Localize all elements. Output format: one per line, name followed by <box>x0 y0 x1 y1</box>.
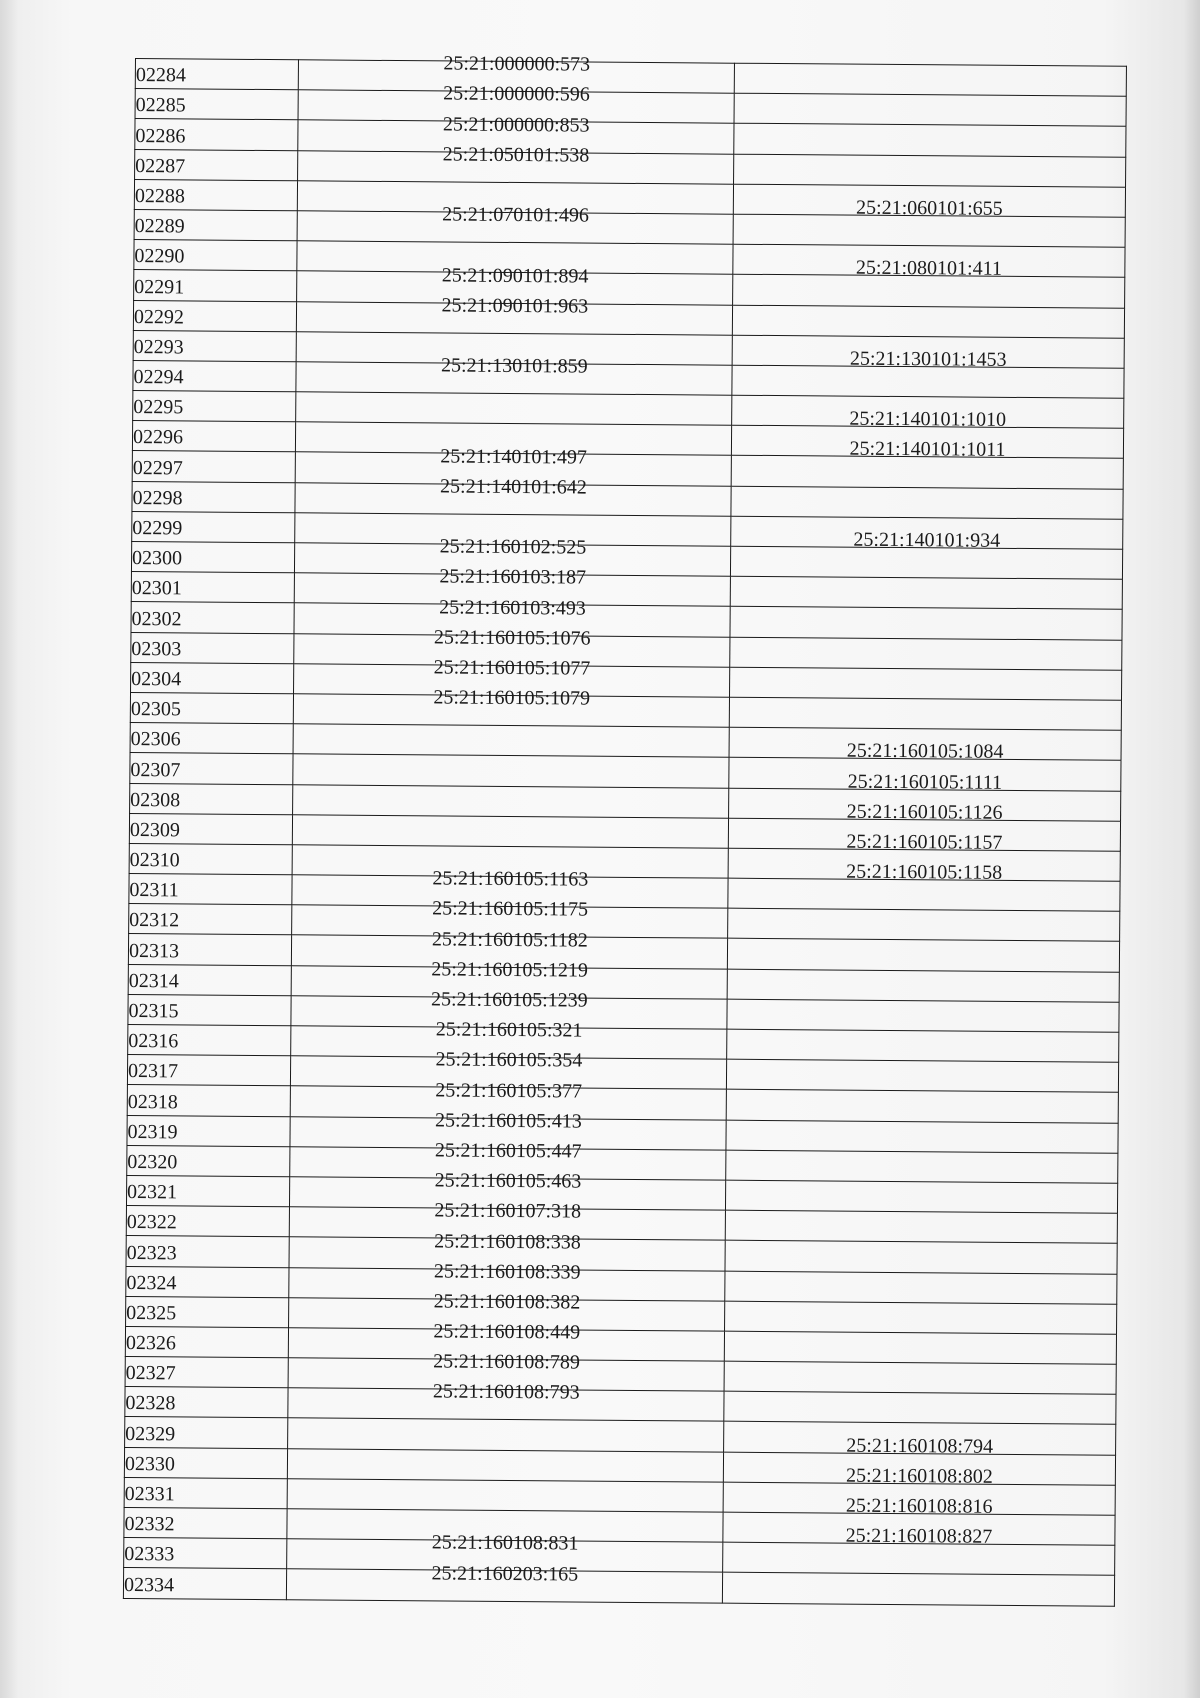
cadastral-number-cell-1-text: 25:21:160108:338 <box>434 1229 581 1254</box>
cadastral-number-cell-2-text: 25:21:140101:934 <box>853 528 1001 552</box>
row-number-cell-text: 02295 <box>133 396 184 419</box>
row-number-cell <box>124 1507 288 1538</box>
cadastral-number-cell-1-text: 25:21:160107:318 <box>434 1199 582 1223</box>
row-number-cell <box>129 874 293 905</box>
row-number-cell <box>124 1538 288 1569</box>
table-body <box>123 52 1126 1606</box>
row-number-cell-text: 02316 <box>128 1030 179 1053</box>
cadastral-number-cell-2-text: 25:21:160105:1111 <box>847 770 1003 794</box>
row-number-cell-text: 02328 <box>125 1392 176 1415</box>
row-number-cell-text: 02290 <box>134 245 185 268</box>
row-number-cell-text: 02311 <box>129 879 179 902</box>
cadastral-number-cell-1-text: 25:21:090101:894 <box>441 263 589 288</box>
cadastral-number-cell-1-text: 25:21:160105:321 <box>435 1018 583 1042</box>
row-number-cell <box>135 59 299 90</box>
cadastral-number-cell-2 <box>730 576 1122 609</box>
row-number-cell <box>131 572 295 603</box>
row-number-cell-text: 02332 <box>124 1513 175 1536</box>
cadastral-number-cell-2-text: 25:21:160105:1126 <box>846 800 1003 824</box>
cadastral-number-cell-1-text: 25:21:000000:596 <box>443 82 590 106</box>
row-number-cell-text: 02294 <box>133 366 184 389</box>
row-number-cell <box>125 1326 289 1357</box>
row-number-cell <box>130 692 294 723</box>
cadastral-number-cell-2 <box>727 999 1119 1032</box>
cadastral-number-cell-2 <box>723 1542 1115 1575</box>
row-number-cell-text: 02301 <box>131 577 182 600</box>
row-number-cell-text: 02303 <box>131 637 182 661</box>
cadastral-number-cell-1-text: 25:21:160108:339 <box>433 1260 581 1284</box>
row-number-cell-text: 02284 <box>135 64 186 87</box>
row-number-cell-text: 02320 <box>127 1150 178 1174</box>
cadastral-number-cell-1-text: 25:21:130101:859 <box>440 354 588 378</box>
row-number-cell <box>131 541 295 572</box>
cadastral-number-cell-2 <box>724 1391 1116 1424</box>
cadastral-number-cell-2 <box>732 395 1124 432</box>
row-number-cell-text: 02309 <box>129 818 181 842</box>
row-number-cell <box>134 240 298 271</box>
row-number-cell <box>128 994 292 1025</box>
cadastral-number-cell-2 <box>733 275 1125 308</box>
cadastral-number-cell-1 <box>293 814 729 848</box>
cadastral-number-cell-1-text: 25:21:160105:354 <box>435 1048 583 1072</box>
row-number-cell-text: 02299 <box>132 516 183 540</box>
cadastral-number-cell-2 <box>725 1210 1117 1243</box>
cadastral-number-cell-2 <box>725 1301 1117 1334</box>
row-number-cell-text: 02319 <box>127 1120 178 1144</box>
row-number-cell-text: 02287 <box>135 154 186 178</box>
cadastral-number-cell-2-text: 25:21:160105:1157 <box>846 830 1003 854</box>
cadastral-number-cell-2 <box>731 456 1123 489</box>
row-number-cell <box>123 1568 287 1599</box>
row-number-cell <box>131 632 295 663</box>
row-number-cell <box>132 421 296 452</box>
cadastral-number-cell-2 <box>734 63 1126 96</box>
row-number-cell <box>125 1417 289 1448</box>
row-number-cell-text: 02306 <box>130 728 181 751</box>
table-row <box>123 1568 1114 1606</box>
row-number-cell-text: 02329 <box>125 1422 176 1445</box>
cadastral-number-cell-2-text: 25:21:080101:411 <box>855 256 1002 281</box>
cadastral-number-cell-2-text: 25:21:160105:1158 <box>846 860 1003 884</box>
row-number-cell-text: 02326 <box>125 1332 176 1355</box>
cadastral-number-cell-1 <box>287 1561 723 1603</box>
cadastral-number-cell-2 <box>726 1180 1118 1213</box>
row-number-cell <box>127 1055 291 1086</box>
cadastral-number-cell-2-text: 25:21:160108:816 <box>845 1494 993 1518</box>
row-number-cell <box>126 1236 290 1267</box>
cadastral-number-cell-1-text: 25:21:160108:382 <box>433 1290 581 1314</box>
cadastral-number-cell-1-text: 25:21:160105:1079 <box>433 686 591 710</box>
row-number-cell <box>131 602 295 633</box>
cadastral-number-cell-2 <box>729 697 1121 730</box>
cadastral-number-cell-1 <box>298 143 734 184</box>
cadastral-number-cell-1-text: 25:21:000000:573 <box>443 52 591 76</box>
row-number-cell-text: 02302 <box>131 607 182 630</box>
row-number-cell <box>127 1085 291 1116</box>
cadastral-number-cell-2 <box>727 1029 1119 1062</box>
row-number-cell-text: 02297 <box>132 456 183 480</box>
cadastral-number-cell-1-text: 25:21:160105:1219 <box>431 958 589 982</box>
cadastral-number-cell-2 <box>726 1150 1118 1183</box>
row-number-cell <box>126 1206 290 1237</box>
cadastral-number-cell-2 <box>729 727 1121 764</box>
row-number-cell-text: 02331 <box>124 1482 175 1506</box>
row-number-cell-text: 02325 <box>126 1301 177 1325</box>
cadastral-number-cell-2 <box>732 305 1124 338</box>
row-number-cell-text: 02298 <box>132 486 183 510</box>
cadastral-number-cell-1 <box>294 686 730 728</box>
cadastral-number-cell-2 <box>734 154 1126 187</box>
cadastral-number-cell-1-text: 25:21:160102:525 <box>439 535 587 559</box>
row-number-cell-text: 02330 <box>124 1452 176 1476</box>
row-number-cell-text: 02333 <box>124 1543 175 1566</box>
cadastral-number-cell-2 <box>732 425 1124 462</box>
cadastral-number-cell-2 <box>726 1090 1118 1123</box>
cadastral-number-cell-1-text: 25:21:160108:793 <box>432 1380 580 1404</box>
cadastral-number-cell-2 <box>731 516 1123 552</box>
cadastral-number-cell-2-text: 25:21:130101:1453 <box>849 347 1007 371</box>
cadastral-number-cell-1 <box>293 754 729 788</box>
row-number-cell <box>130 753 294 784</box>
row-number-cell-text: 02318 <box>127 1090 178 1113</box>
row-number-cell <box>132 451 296 482</box>
cadastral-number-cell-2 <box>724 1422 1116 1458</box>
row-number-cell-text: 02314 <box>128 969 179 993</box>
row-number-cell <box>133 300 297 331</box>
row-number-cell <box>127 1145 291 1176</box>
row-number-cell-text: 02304 <box>131 667 182 691</box>
cadastral-number-cell-1-text: 25:21:070101:496 <box>442 203 589 227</box>
cadastral-number-cell-1-text: 25:21:050101:538 <box>442 143 590 167</box>
row-number-cell <box>135 149 299 180</box>
cadastral-number-cell-1-text: 25:21:160105:447 <box>434 1139 582 1163</box>
row-number-cell <box>132 481 296 512</box>
cadastral-number-cell-2 <box>722 1573 1114 1606</box>
row-number-cell-text: 02286 <box>135 124 186 147</box>
cadastral-number-cell-2 <box>729 758 1121 794</box>
cadastral-number-cell-2 <box>730 667 1122 700</box>
cadastral-number-cell-1 <box>293 724 729 758</box>
row-number-cell-text: 02288 <box>134 184 186 208</box>
row-number-cell <box>125 1387 289 1418</box>
row-number-cell <box>133 391 297 422</box>
cadastral-number-cell-2 <box>727 939 1119 972</box>
row-number-cell <box>131 662 295 693</box>
cadastral-number-cell-2 <box>734 93 1126 126</box>
row-number-cell <box>129 813 293 844</box>
row-number-cell-text: 02313 <box>128 939 180 962</box>
cadastral-number-cell-1 <box>298 203 734 245</box>
cadastral-number-cell-1-text: 25:21:160105:463 <box>434 1169 582 1193</box>
row-number-cell <box>133 360 297 391</box>
cadastral-number-cell-1-text: 25:21:160203:165 <box>431 1561 579 1586</box>
cadastral-number-cell-1-text: 25:21:160103:187 <box>439 565 587 589</box>
cadastral-number-cell-2-text: 25:21:160108:794 <box>846 1434 994 1458</box>
cadastral-number-cell-1-text: 25:21:160108:789 <box>433 1350 580 1374</box>
row-number-cell-text: 02317 <box>127 1060 179 1083</box>
row-number-cell-text: 02300 <box>131 547 183 570</box>
row-number-cell-text: 02292 <box>133 305 185 329</box>
row-number-cell-text: 02293 <box>133 335 184 359</box>
cadastral-number-cell-2-text: 25:21:160108:802 <box>846 1464 993 1488</box>
row-number-cell-text: 02285 <box>135 94 186 117</box>
row-number-cell <box>125 1357 289 1388</box>
cadastral-number-cell-2 <box>725 1240 1117 1273</box>
row-number-cell-text: 02289 <box>134 215 185 238</box>
cadastral-number-cell-2 <box>733 244 1125 281</box>
cadastral-number-cell-2 <box>734 124 1126 157</box>
cadastral-number-cell-1-text: 25:21:160103:493 <box>439 595 586 620</box>
cadastral-number-cell-2 <box>733 184 1125 220</box>
row-number-cell <box>126 1266 290 1297</box>
row-number-cell <box>134 209 298 240</box>
cadastral-number-cell-1-text: 25:21:160105:377 <box>435 1078 583 1103</box>
cadastral-number-cell-1-text: 25:21:160105:1077 <box>433 656 591 680</box>
cadastral-number-cell-1 <box>296 354 732 396</box>
cadastral-number-cell-2 <box>727 969 1119 1002</box>
row-number-cell <box>129 843 293 874</box>
cadastral-number-cell-1-text: 25:21:140101:497 <box>440 445 588 469</box>
row-number-cell-text: 02334 <box>123 1573 175 1596</box>
row-number-cell <box>128 934 292 965</box>
cadastral-number-cell-1 <box>295 475 731 516</box>
cadastral-number-cell-1 <box>288 1479 724 1513</box>
cadastral-number-cell-2-text: 25:21:160108:827 <box>845 1524 993 1548</box>
cadastral-number-cell-2 <box>730 607 1122 640</box>
cadastral-number-cell-1-text: 25:21:160105:1163 <box>432 867 589 891</box>
cadastral-number-cell-2 <box>724 1331 1116 1364</box>
cadastral-number-cell-2-text: 25:21:160105:1084 <box>846 739 1004 764</box>
cadastral-number-cell-1-text: 25:21:160108:449 <box>433 1320 581 1344</box>
row-number-cell <box>135 89 299 120</box>
cadastral-number-cell-1-text: 25:21:160105:1076 <box>433 626 591 650</box>
row-number-cell <box>133 330 297 361</box>
row-number-cell-text: 02305 <box>130 698 181 721</box>
cadastral-number-cell-1 <box>296 392 732 426</box>
row-number-cell-text: 02307 <box>130 758 181 781</box>
cadastral-number-cell-1 <box>293 784 729 818</box>
row-number-cell <box>126 1296 290 1327</box>
row-number-cell-text: 02308 <box>130 788 181 812</box>
row-number-cell-text: 02327 <box>125 1362 176 1385</box>
row-number-cell <box>130 783 294 814</box>
row-number-cell <box>126 1175 290 1206</box>
row-number-cell <box>128 1024 292 1055</box>
cadastral-number-cell-1-text: 25:21:160105:1239 <box>430 988 588 1012</box>
row-number-cell-text: 02321 <box>127 1181 178 1204</box>
row-number-cell-text: 02322 <box>126 1211 177 1234</box>
row-number-cell <box>134 270 298 301</box>
row-number-cell-text: 02296 <box>132 426 184 449</box>
cadastral-number-cell-2 <box>731 486 1123 519</box>
row-number-cell <box>129 904 293 935</box>
row-number-cell <box>132 511 296 542</box>
cadastral-number-cell-2-text: 25:21:060101:655 <box>855 196 1003 220</box>
row-number-cell-text: 02312 <box>129 909 180 932</box>
row-number-cell <box>128 964 292 995</box>
row-number-cell-text: 02291 <box>134 275 185 298</box>
cadastral-number-cell-2 <box>727 1059 1119 1092</box>
cadastral-number-cell-2 <box>732 335 1124 371</box>
cadastral-number-cell-2-text: 25:21:140101:1010 <box>849 407 1007 432</box>
cadastral-number-cell-1-text: 25:21:090101:963 <box>441 294 589 318</box>
row-number-cell-text: 02324 <box>126 1271 177 1295</box>
row-number-cell-text: 02310 <box>129 849 180 872</box>
cadastral-number-cell-1-text: 25:21:160108:831 <box>431 1531 579 1555</box>
cadastral-number-cell-2 <box>726 1120 1118 1153</box>
cadastral-table <box>123 52 1127 1606</box>
cadastral-number-cell-2 <box>730 637 1122 670</box>
cadastral-number-cell-2 <box>728 908 1120 941</box>
cadastral-number-cell-1-text: 25:21:140101:642 <box>439 475 587 499</box>
cadastral-number-cell-1-text: 25:21:160105:1182 <box>431 927 588 952</box>
cadastral-number-cell-2-text: 25:21:140101:1011 <box>849 438 1006 462</box>
cadastral-number-cell-1 <box>288 1448 724 1482</box>
cadastral-number-cell-2 <box>725 1271 1117 1304</box>
cadastral-number-cell-2 <box>724 1361 1116 1394</box>
cadastral-number-cell-1-text: 25:21:000000:853 <box>442 112 590 137</box>
row-number-cell <box>135 119 299 150</box>
row-number-cell <box>134 179 298 210</box>
row-number-cell-text: 02323 <box>126 1241 177 1264</box>
row-number-cell <box>127 1115 291 1146</box>
cadastral-number-cell-2 <box>728 878 1120 911</box>
row-number-cell <box>124 1447 288 1478</box>
row-number-cell <box>124 1477 288 1508</box>
cadastral-number-cell-1 <box>288 1380 724 1422</box>
row-number-cell <box>130 723 294 754</box>
cadastral-number-cell-1-text: 25:21:160105:1175 <box>432 897 589 922</box>
cadastral-number-cell-1 <box>297 294 733 335</box>
cadastral-number-cell-1 <box>288 1418 724 1452</box>
cadastral-number-cell-1-text: 25:21:160105:413 <box>435 1109 582 1133</box>
row-number-cell-text: 02315 <box>128 999 179 1023</box>
